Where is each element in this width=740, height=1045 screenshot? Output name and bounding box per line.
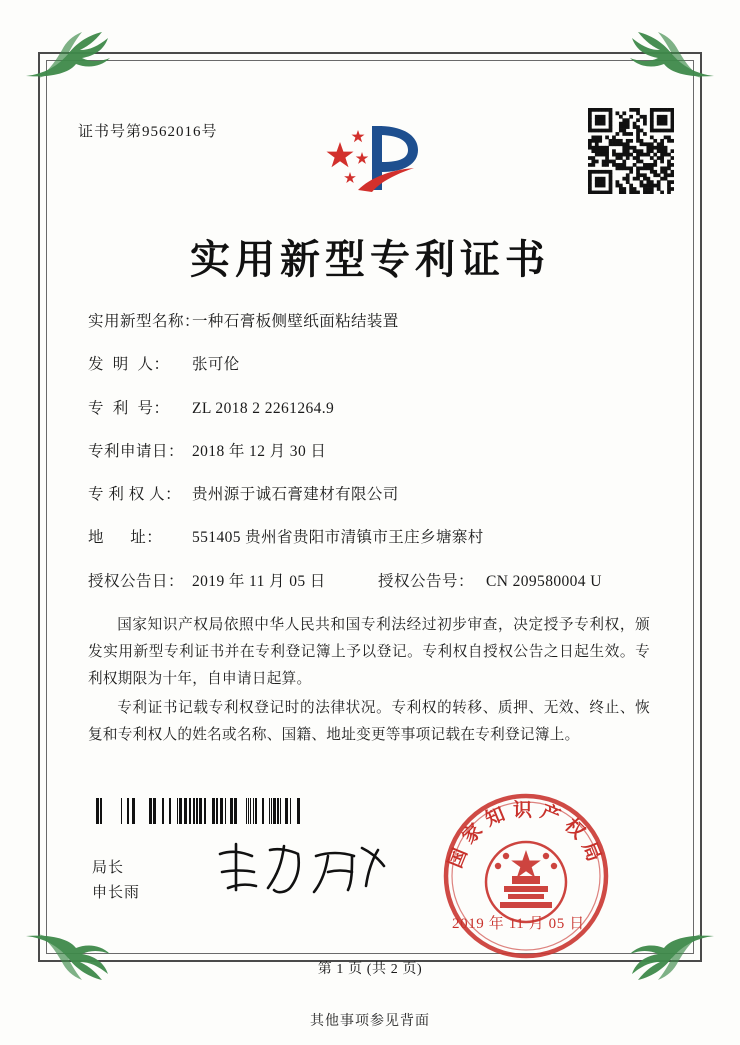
field-row <box>88 397 648 420</box>
field-row-grant <box>88 570 648 593</box>
field-label: 地 址： <box>88 529 163 547</box>
certificate-fields <box>88 310 648 613</box>
field-value: 张可伦 <box>192 356 240 374</box>
field-label: 专 利 权 人： <box>88 486 182 503</box>
signature-name: 申长雨 <box>92 884 141 901</box>
footnote: 其他事项参见背面 <box>310 1014 430 1029</box>
field-label: 专 利 号： <box>88 399 170 417</box>
official-red-seal-icon <box>440 790 612 962</box>
barcode-icon <box>96 798 302 824</box>
field-label: 授权公告日： <box>88 572 185 590</box>
field-label: 专利申请日： <box>88 442 185 460</box>
certificate-number: 证书号第9562016号 <box>78 124 218 140</box>
signature-block <box>92 856 140 906</box>
field-value: 2018 年 12 月 30 日 <box>192 442 327 460</box>
cnipa-emblem-icon <box>310 108 430 200</box>
handwritten-signature-icon <box>212 838 392 900</box>
qr-code-icon <box>588 108 674 194</box>
seal-date: 2019 年 11 月 05 日 <box>452 916 585 932</box>
field-label-secondary: 授权公告号： <box>378 572 475 590</box>
field-value: ZL 2018 2 2261264.9 <box>192 399 335 417</box>
svg-text:国家知识产权局: 国家知识产权局 <box>444 799 608 872</box>
field-row <box>88 353 648 376</box>
field-value: 一种石膏板侧壁纸面粘结装置 <box>192 313 399 330</box>
field-label: 实用新型名称： <box>88 313 201 330</box>
field-row <box>88 483 648 506</box>
field-label: 发 明 人： <box>88 356 170 374</box>
field-value: 551405 贵州省贵阳市清镇市王庄乡塘寨村 <box>192 529 484 547</box>
field-row <box>88 440 648 463</box>
field-value: 2019 年 11 月 05 日 <box>192 572 326 590</box>
field-value-secondary: CN 209580004 U <box>486 572 602 590</box>
paragraph: 专利证书记载专利权登记时的法律状况。专利权的转移、质押、无效、终止、恢复和专利权人的姓名或名称、国籍、地址变更等事项记载在专利登记簿上。 <box>88 699 650 743</box>
field-row <box>88 310 648 333</box>
signature-role: 局长 <box>92 860 125 876</box>
page-number: 第 1 页 (共 2 页) <box>317 962 423 977</box>
body-text <box>88 612 650 751</box>
paragraph: 国家知识产权局依照中华人民共和国专利法经过初步审查，决定授予专利权，颁发实用新型专利证书并在专利登记簿上予以登记。专利权自授权公告之日起生效。专利权期限为十年，自申请日起算。 <box>88 617 650 687</box>
field-value: 贵州源于诚石膏建材有限公司 <box>192 486 399 503</box>
page-title: 实用新型专利证书 <box>190 236 550 283</box>
field-row <box>88 526 648 549</box>
